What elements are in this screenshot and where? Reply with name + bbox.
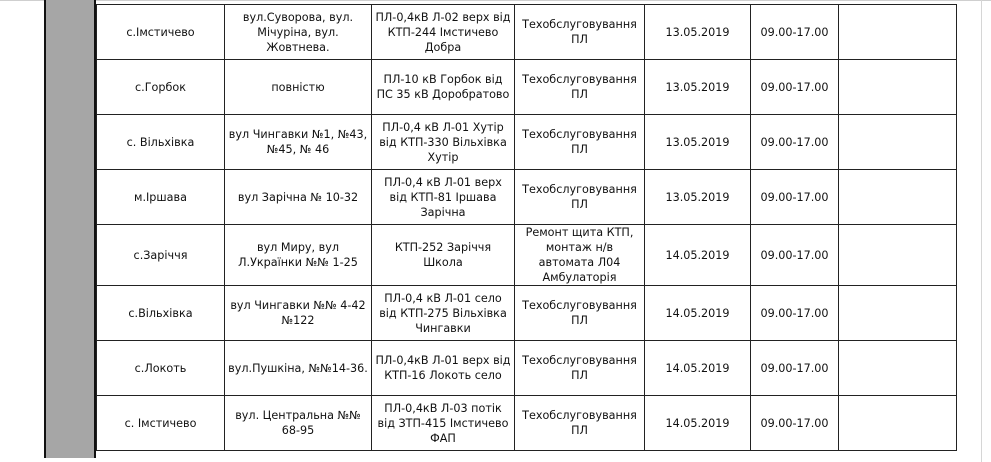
- table-row: [97, 5, 957, 60]
- streets-cell: вул Чингавки №№ 4-42 №122: [225, 286, 372, 341]
- streets-cell: вул.Пушкіна, №№14-36.: [225, 341, 372, 396]
- power-line-cell: ПЛ-10 кВ Горбок від ПС 35 кВ Доробратово: [372, 60, 515, 115]
- village-cell: с.Локоть: [97, 341, 225, 396]
- note-cell: [839, 286, 957, 341]
- work-type-cell: Техобслуговування ПЛ: [515, 60, 645, 115]
- work-type-cell: Техобслуговування ПЛ: [515, 286, 645, 341]
- streets-cell: вул Зарічна № 10-32: [225, 170, 372, 225]
- village-cell: м.Іршава: [97, 170, 225, 225]
- power-line-cell: ПЛ-0,4кВ Л-03 потік від ЗТП-415 Імстичево ФАП: [372, 396, 515, 451]
- village-cell: с.Горбок: [97, 60, 225, 115]
- right-border-line: [981, 0, 982, 462]
- table-row: [97, 286, 957, 341]
- date-cell: 14.05.2019: [645, 396, 751, 451]
- village-cell: с. Імстичево: [97, 396, 225, 451]
- note-cell: [839, 225, 957, 286]
- time-cell: 09.00-17.00: [751, 225, 839, 286]
- date-cell: 14.05.2019: [645, 341, 751, 396]
- note-cell: [839, 5, 957, 60]
- table-row: [97, 170, 957, 225]
- note-cell: [839, 60, 957, 115]
- power-line-cell: ПЛ-0,4 кВ Л-01 верх від КТП-81 Іршава Зарічна: [372, 170, 515, 225]
- streets-cell: вул.Суворова, вул. Мічуріна, вул. Жовтнева.: [225, 5, 372, 60]
- note-cell: [839, 115, 957, 170]
- note-cell: [839, 341, 957, 396]
- table-row: [97, 115, 957, 170]
- table-row: [97, 225, 957, 286]
- power-line-cell: КТП-252 Заріччя Школа: [372, 225, 515, 286]
- date-cell: 13.05.2019: [645, 5, 751, 60]
- village-cell: с.Вільхівка: [97, 286, 225, 341]
- shaded-first-column: [44, 0, 96, 458]
- table-row: [97, 396, 957, 451]
- work-type-cell: Техобслуговування ПЛ: [515, 115, 645, 170]
- date-cell: 14.05.2019: [645, 225, 751, 286]
- work-type-cell: Техобслуговування ПЛ: [515, 5, 645, 60]
- note-cell: [839, 170, 957, 225]
- power-line-cell: ПЛ-0,4кВ Л-02 верх від КТП-244 Імстичево Добра: [372, 5, 515, 60]
- date-cell: 13.05.2019: [645, 115, 751, 170]
- village-cell: с. Вільхівка: [97, 115, 225, 170]
- time-cell: 09.00-17.00: [751, 170, 839, 225]
- time-cell: 09.00-17.00: [751, 115, 839, 170]
- top-border-line: [0, 0, 991, 1]
- table-row: [97, 60, 957, 115]
- date-cell: 13.05.2019: [645, 60, 751, 115]
- work-type-cell: Техобслуговування ПЛ: [515, 341, 645, 396]
- work-type-cell: Техобслуговування ПЛ: [515, 396, 645, 451]
- streets-cell: повністю: [225, 60, 372, 115]
- power-line-cell: ПЛ-0,4кВ Л-01 верх від КТП-16 Локоть село: [372, 341, 515, 396]
- time-cell: 09.00-17.00: [751, 5, 839, 60]
- work-type-cell: Ремонт щита КТП, монтаж н/в автомата Л04 Амбулаторія: [515, 225, 645, 286]
- date-cell: 13.05.2019: [645, 170, 751, 225]
- power-line-cell: ПЛ-0,4 кВ Л-01 Хутір від КТП-330 Вільхівка Хутір: [372, 115, 515, 170]
- village-cell: с.Заріччя: [97, 225, 225, 286]
- table-row: [97, 341, 957, 396]
- power-line-cell: ПЛ-0,4 кВ Л-01 село від КТП-275 Вільхівка Чингавки: [372, 286, 515, 341]
- outage-schedule-table: [96, 4, 957, 451]
- streets-cell: вул Чингавки №1, №43, №45, № 46: [225, 115, 372, 170]
- time-cell: 09.00-17.00: [751, 60, 839, 115]
- time-cell: 09.00-17.00: [751, 286, 839, 341]
- note-cell: [839, 396, 957, 451]
- streets-cell: вул. Центральна №№ 68-95: [225, 396, 372, 451]
- streets-cell: вул Миру, вул Л.Українки №№ 1-25: [225, 225, 372, 286]
- date-cell: 14.05.2019: [645, 286, 751, 341]
- village-cell: с.Імстичево: [97, 5, 225, 60]
- time-cell: 09.00-17.00: [751, 396, 839, 451]
- work-type-cell: Техобслуговування ПЛ: [515, 170, 645, 225]
- time-cell: 09.00-17.00: [751, 341, 839, 396]
